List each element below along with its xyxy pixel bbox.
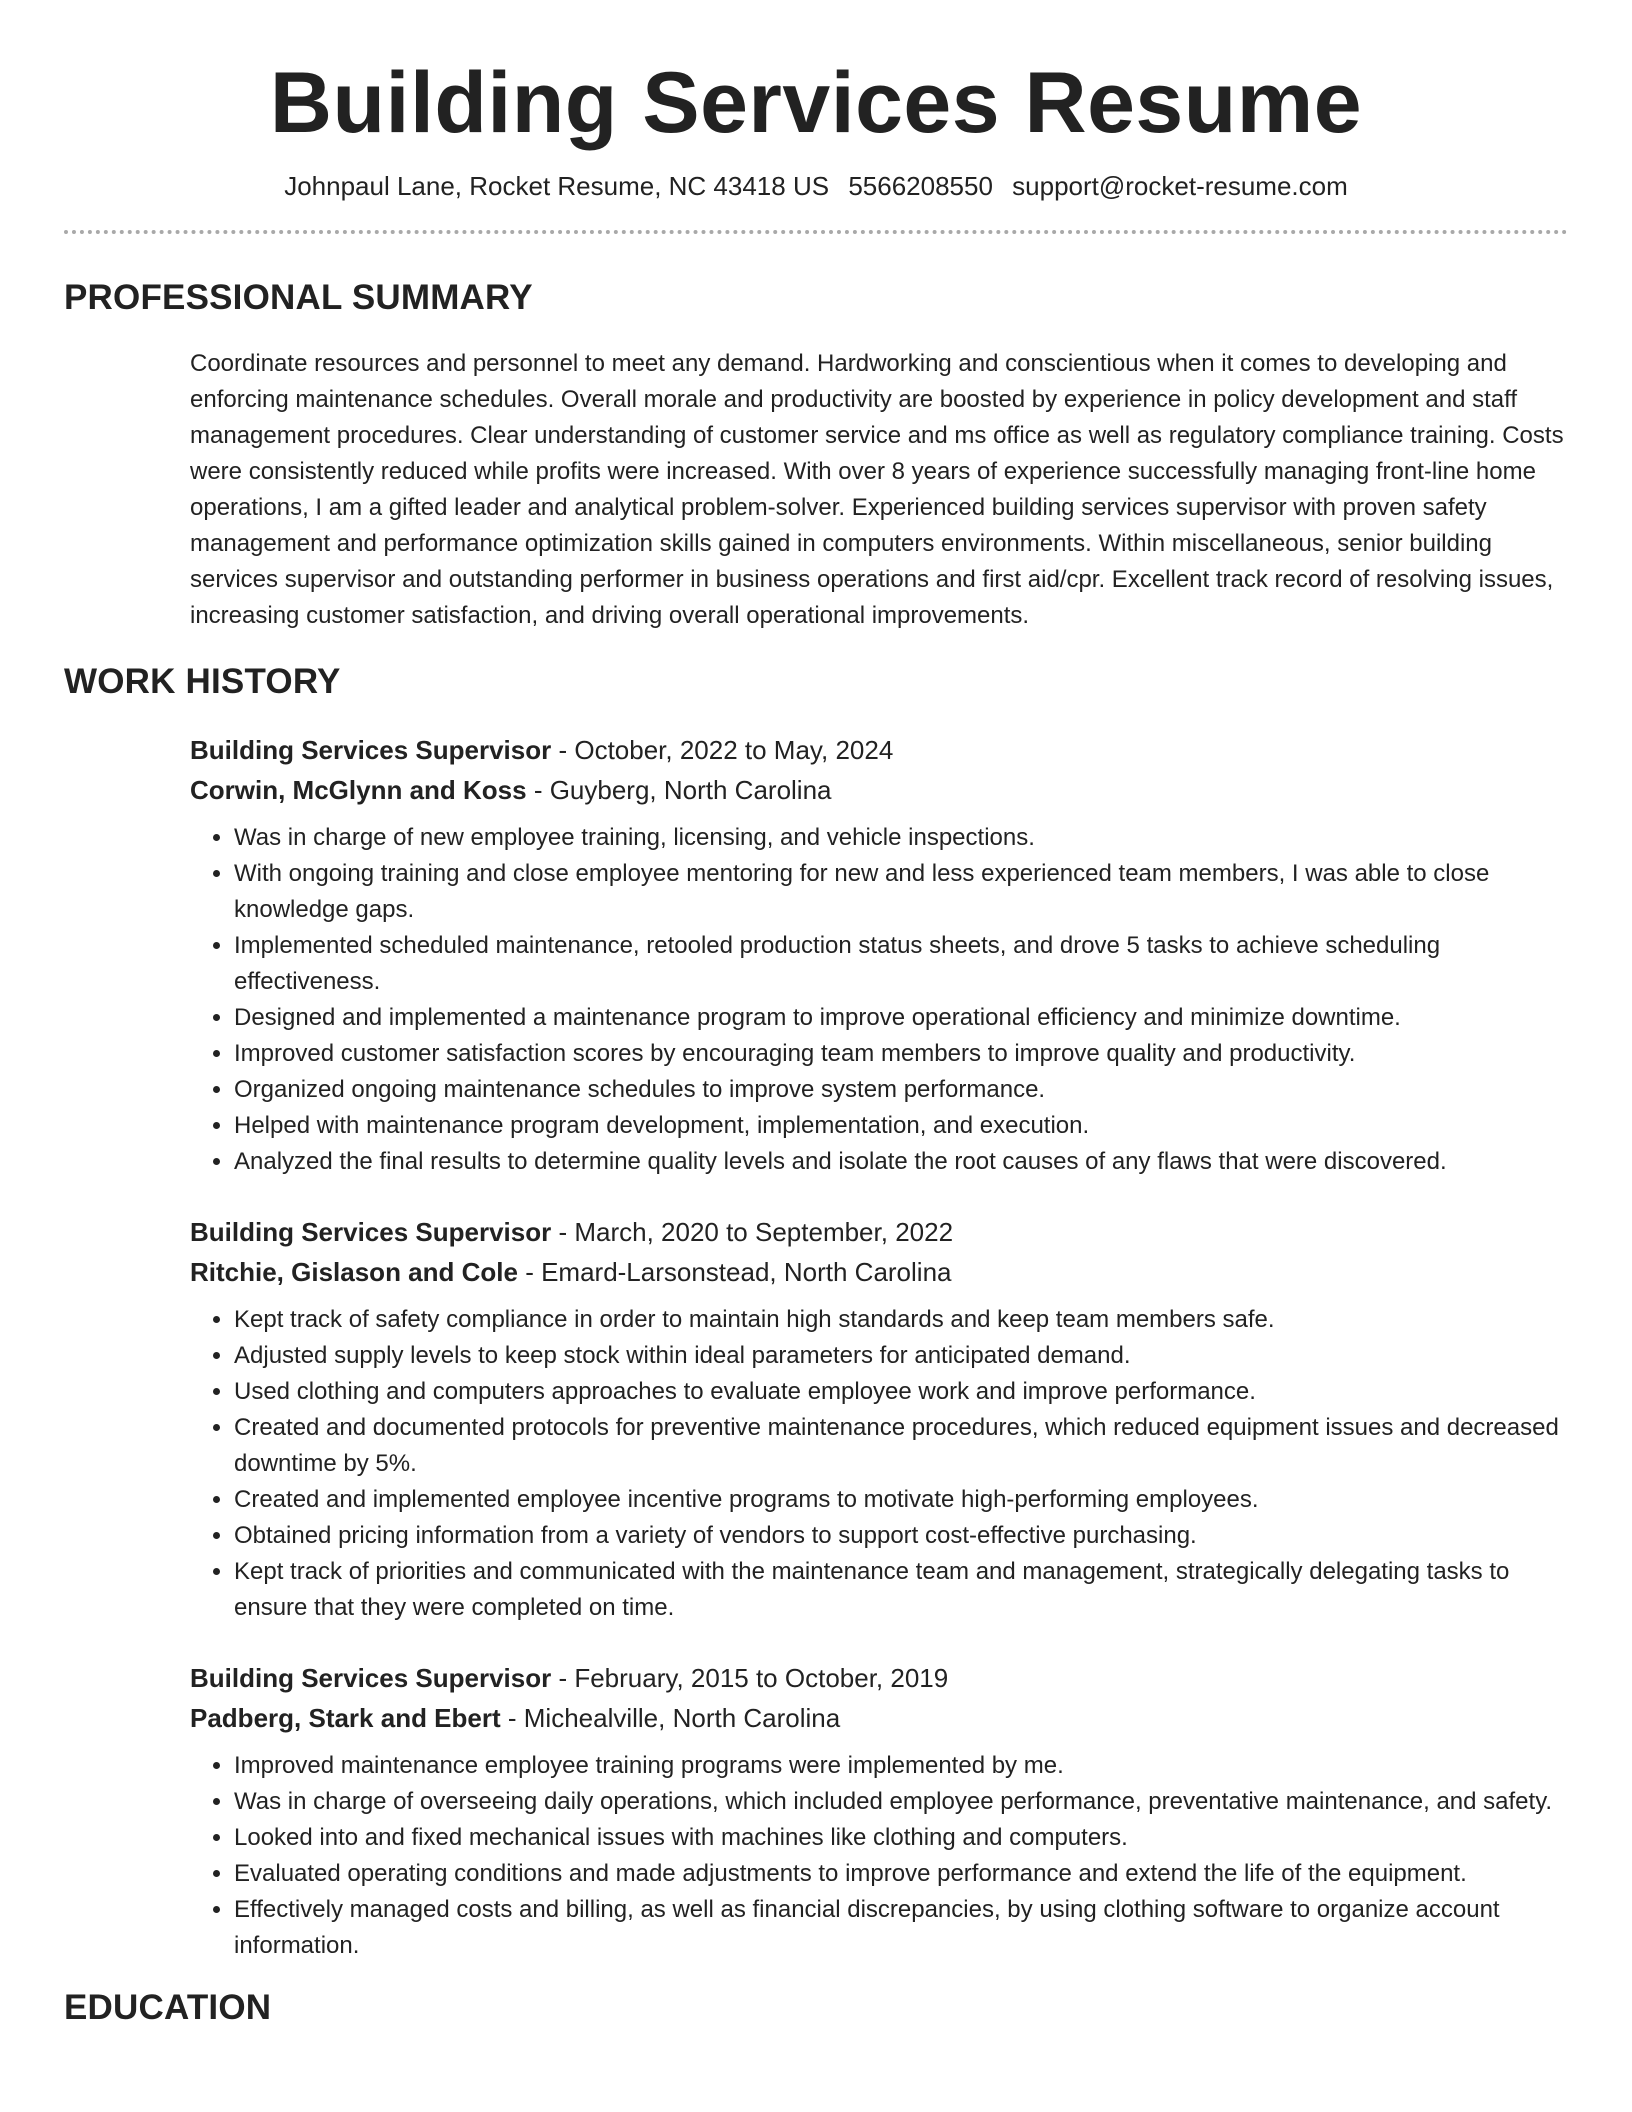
job-company-line [190, 1252, 1568, 1292]
job-bullet: • With ongoing training and close employee mentoring for new and less experienced team members, I was able to close knowledge gaps. [234, 856, 1568, 928]
job-company-line [190, 770, 1568, 810]
job-location: - Michealville, North Carolina [500, 1703, 841, 1734]
education-heading: EDUCATION [64, 1988, 272, 2028]
job-bullet: • Implemented scheduled maintenance, retooled production status sheets, and drove 5 tasks to achieve scheduling effectiveness. [234, 928, 1568, 1000]
job-bullet: • Improved maintenance employee training programs were implemented by me. [234, 1748, 1568, 1784]
job-title: Building Services Supervisor [190, 1217, 552, 1248]
job-entry [190, 730, 1568, 1180]
job-bullets [190, 1302, 1568, 1626]
job-dates: - October, 2022 to May, 2024 [551, 735, 894, 766]
job-company: Padberg, Stark and Ebert [190, 1703, 501, 1734]
job-bullet: • Used clothing and computers approaches to evaluate employee work and improve performance. [234, 1374, 1568, 1410]
job-bullet: • Evaluated operating conditions and made adjustments to improve performance and extend the life of the equipment. [234, 1856, 1568, 1892]
job-location: - Guyberg, North Carolina [526, 775, 832, 806]
job-bullet: • Analyzed the final results to determine quality levels and isolate the root causes of any flaws that were discovered. [234, 1144, 1568, 1180]
header-divider [64, 230, 1568, 234]
job-bullet: • Was in charge of new employee training, licensing, and vehicle inspections. [234, 820, 1568, 856]
resume-title: Building Services Resume [269, 55, 1363, 151]
job-bullet: • Created and documented protocols for preventive maintenance procedures, which reduced equipment issues and decreased downtime by 5%. [234, 1410, 1568, 1482]
job-bullet: • Adjusted supply levels to keep stock within ideal parameters for anticipated demand. [234, 1338, 1568, 1374]
job-bullet: • Helped with maintenance program development, implementation, and execution. [234, 1108, 1568, 1144]
contact-line [64, 171, 1568, 202]
job-bullet: • Kept track of safety compliance in order to maintain high standards and keep team members safe. [234, 1302, 1568, 1338]
job-title-line [190, 1212, 1568, 1252]
job-bullets [190, 1748, 1568, 1964]
summary-text: Coordinate resources and personnel to meet any demand. Hardworking and conscientious when it comes to developing and enforcing maintenance schedules. Overall morale and productivity are boosted by experience in policy development and staff management procedures. Clear understanding of customer service and ms office as well as regulatory compliance training. Costs were consistently reduced while profits were increased. With over 8 years of experience successfully managing front-line home operations, I am a gifted leader and analytical problem-solver. Experienced building services supervisor with proven safety management and performance optimization skills gained in computers environments. Within miscellaneous, senior building services supervisor and outstanding performer in business operations and first aid/cpr. Excellent track record of resolving issues, increasing customer satisfaction, and driving overall operational improvements. [190, 350, 1564, 630]
job-bullets [190, 820, 1568, 1180]
job-entry [190, 1658, 1568, 1964]
job-bullet: • Organized ongoing maintenance schedules to improve system performance. [234, 1072, 1568, 1108]
job-bullet: • Effectively managed costs and billing, as well as financial discrepancies, by using clothing software to organize account information. [234, 1892, 1568, 1964]
job-bullet: • Looked into and fixed mechanical issues with machines like clothing and computers. [234, 1820, 1568, 1856]
work-history-heading: WORK HISTORY [64, 662, 341, 702]
contact-address: Johnpaul Lane, Rocket Resume, NC 43418 US [284, 171, 830, 202]
job-dates: - February, 2015 to October, 2019 [551, 1663, 949, 1694]
contact-email: support@rocket-resume.com [1012, 171, 1348, 202]
job-title-line [190, 1658, 1568, 1698]
job-entry [190, 1212, 1568, 1626]
job-company-line [190, 1698, 1568, 1738]
job-title: Building Services Supervisor [190, 1663, 552, 1694]
job-bullet: • Improved customer satisfaction scores by encouraging team members to improve quality and productivity. [234, 1036, 1568, 1072]
job-bullet: • Kept track of priorities and communicated with the maintenance team and management, strategically delegating tasks to ensure that they were completed on time. [234, 1554, 1568, 1626]
job-title: Building Services Supervisor [190, 735, 552, 766]
job-title-line [190, 730, 1568, 770]
job-bullet: • Created and implemented employee incentive programs to motivate high-performing employees. [234, 1482, 1568, 1518]
summary-heading: PROFESSIONAL SUMMARY [64, 278, 533, 318]
job-company: Corwin, McGlynn and Koss [190, 775, 527, 806]
job-bullet: • Designed and implemented a maintenance program to improve operational efficiency and minimize downtime. [234, 1000, 1568, 1036]
job-location: - Emard-Larsonstead, North Carolina [517, 1257, 952, 1288]
job-company: Ritchie, Gislason and Cole [190, 1257, 518, 1288]
job-bullet: • Obtained pricing information from a variety of vendors to support cost-effective purchasing. [234, 1518, 1568, 1554]
contact-phone: 5566208550 [848, 171, 993, 202]
job-dates: - March, 2020 to September, 2022 [551, 1217, 954, 1248]
job-bullet: • Was in charge of overseeing daily operations, which included employee performance, preventative maintenance, and safety. [234, 1784, 1568, 1820]
